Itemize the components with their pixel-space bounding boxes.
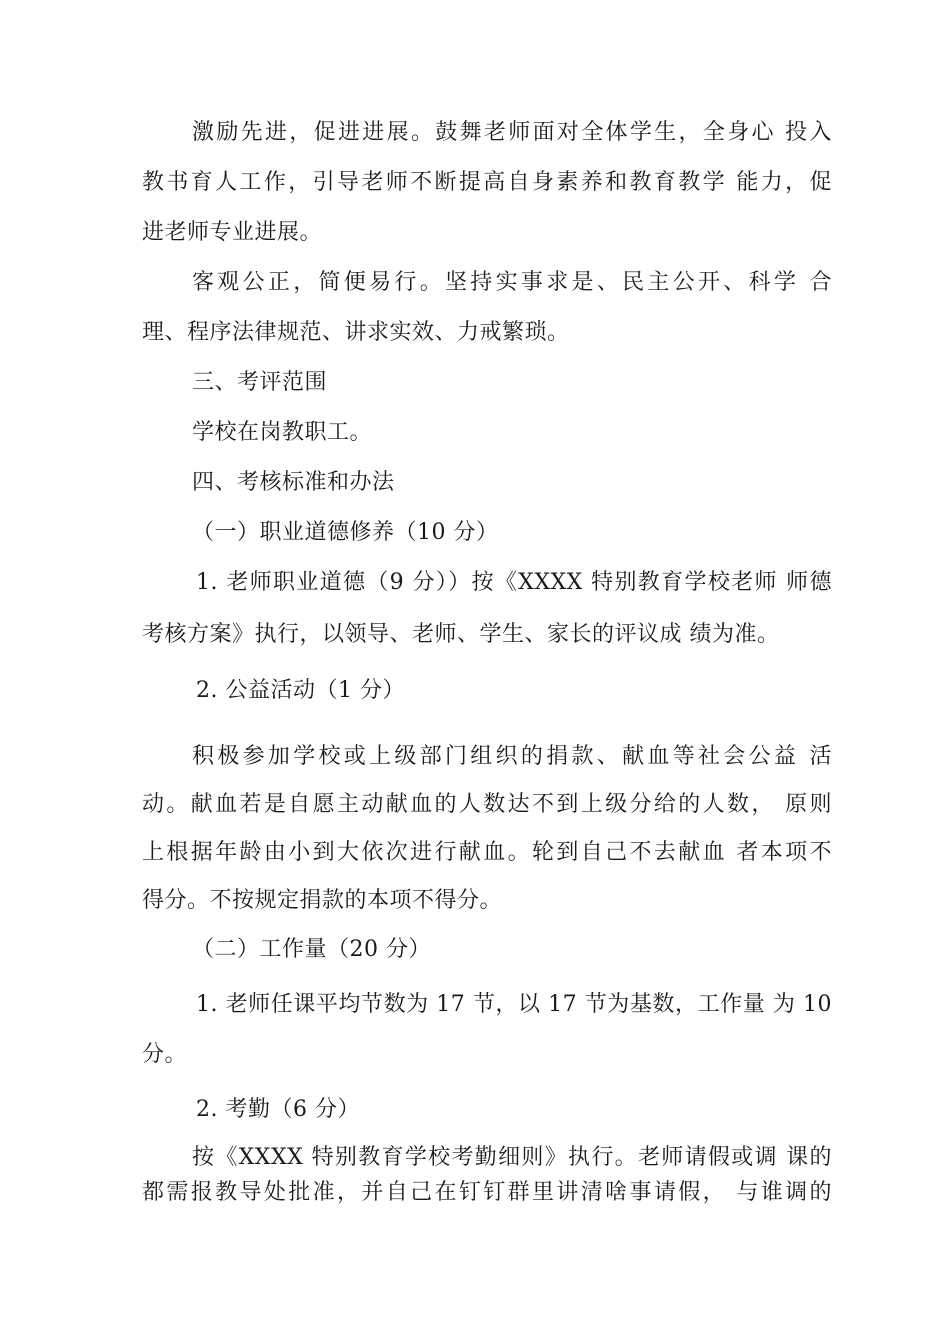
paragraph-line: 客观公正，简便易行。坚持实事求是、民主公开、科学 合 [192, 270, 832, 295]
paragraph-line: 学校在岗教职工。 [192, 420, 373, 445]
paragraph-line: 都需报教导处批准，并自己在钉钉群里讲清啥事请假， 与谁调的 [142, 1180, 832, 1205]
paragraph-line: 积极参加学校或上级部门组织的捐款、献血等社会公益 活 [192, 744, 832, 769]
paragraph-line: 分。 [142, 1042, 188, 1067]
paragraph-line: 动。献血若是自愿主动献血的人数达不到上级分给的人数， 原则 [142, 792, 832, 817]
subsection-heading: （一）职业道德修养（10 分） [192, 520, 499, 545]
paragraph-line: 理、程序法律规范、讲求实效、力戒繁琐。 [142, 320, 570, 345]
subsection-heading: （二）工作量（20 分） [192, 937, 431, 962]
section-heading: 四、考核标准和办法 [192, 470, 395, 495]
paragraph-line: 1. 老师职业道德（9 分））按《XXXX 特别教育学校老师 师德 [196, 570, 832, 595]
paragraph-line: 考核方案》执行，以领导、老师、学生、家长的评议成 绩为准。 [142, 622, 780, 647]
paragraph-line: 教书育人工作，引导老师不断提高自身素养和教育教学 能力，促 [142, 170, 832, 195]
item-heading: 2. 公益活动（1 分） [196, 678, 405, 703]
paragraph-line: 1. 老师任课平均节数为 17 节，以 17 节为基数，工作量 为 10 [196, 992, 832, 1017]
paragraph-line: 按《XXXX 特别教育学校考勤细则》执行。老师请假或调 课的 [192, 1145, 832, 1170]
paragraph-line: 上根据年龄由小到大依次进行献血。轮到自己不去献血 者本项不 [142, 840, 832, 865]
item-heading: 2. 考勤（6 分） [196, 1097, 360, 1122]
paragraph-line: 得分。不按规定捐款的本项不得分。 [142, 888, 503, 913]
paragraph-line: 激励先进，促进进展。鼓舞老师面对全体学生，全身心 投入 [192, 120, 832, 145]
paragraph-line: 进老师专业进展。 [142, 220, 323, 245]
section-heading: 三、考评范围 [192, 370, 328, 395]
